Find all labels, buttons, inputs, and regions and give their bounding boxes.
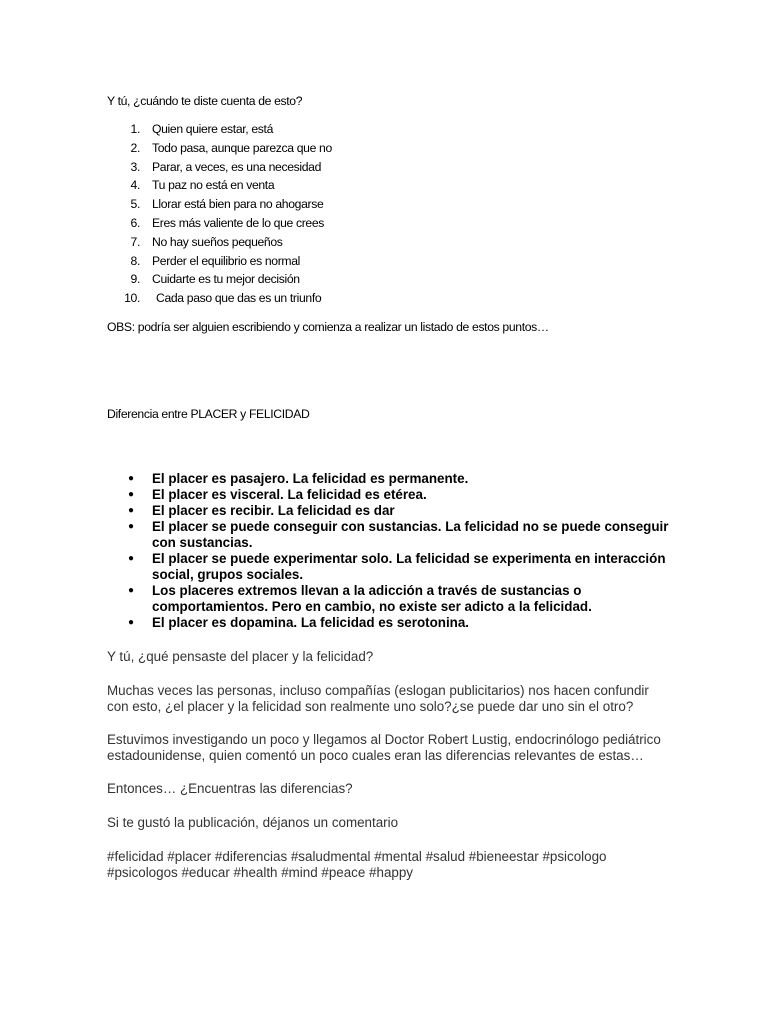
list-item-text: Todo pasa, aunque parezca que no [152,140,332,155]
paragraph-1-line-2: con esto, ¿el placer y la felicidad son realmente uno solo?¿se puede dar uno sin el otro? [107,699,634,714]
list-item-text: Perder el equilibrio es normal [152,253,301,268]
bullet-item-line: El placer se puede conseguir con sustancias. La felicidad no se puede conseguir [152,519,669,534]
question-2: Y tú, ¿qué pensaste del placer y la felicidad? [107,649,374,664]
obs-note: OBS: podría ser alguien escribiendo y comienza a realizar un listado de estos puntos… [107,320,549,334]
bullet-dot: ● [128,521,135,532]
section-heading: Diferencia entre PLACER y FELICIDAD [107,407,310,421]
list-item-text: Parar, a veces, es una necesidad [152,159,322,174]
paragraph-2-line-2: estadounidense, quien comentó un poco cuales eran las diferencias relevantes de estas… [107,748,644,763]
bullet-dot: ● [128,505,135,516]
hashtags-line-1: #felicidad #placer #diferencias #saludmental #mental #salud #bieneestar #psicologo [107,849,607,864]
list-number: 10. [124,291,140,306]
list-number: 7. [130,234,140,249]
list-number: 9. [130,272,140,287]
list-item-text: Tu paz no está en venta [152,178,275,193]
list-item-text: Cada paso que das es un triunfo [156,291,322,306]
bullet-item-line: social, grupos sociales. [152,567,304,582]
list-number: 4. [130,178,140,193]
list-item-text: Llorar está bien para no ahogarse [152,197,324,212]
question-1: Y tú, ¿cuándo te diste cuenta de esto? [107,94,303,108]
paragraph-3: Entonces… ¿Encuentras las diferencias? [107,781,353,796]
list-item-text: Eres más valiente de lo que crees [152,216,325,230]
bullet-dot: ● [128,553,135,564]
bullet-item-line: El placer se puede experimentar solo. La felicidad se experimenta en interacción [152,551,666,566]
list-number: 8. [130,253,140,268]
bullet-dot: ● [128,617,135,628]
bullet-item-line: El placer es dopamina. La felicidad es serotonina. [152,615,470,630]
bullet-item-line: comportamientos. Pero en cambio, no existe ser adicto a la felicidad. [152,599,592,614]
list-item-text: Quien quiere estar, está [152,122,274,136]
list-number: 5. [130,197,140,212]
list-item-text: No hay sueños pequeños [152,234,283,249]
list-number: 1. [130,122,140,136]
paragraph-1-line-1: Muchas veces las personas, incluso compañías (eslogan publicitarios) nos hacen confundir [107,683,649,698]
list-item-text: Cuidarte es tu mejor decisión [152,272,300,287]
bullet-dot: ● [128,489,135,500]
bullet-item-line: El placer es visceral. La felicidad es etérea. [152,487,427,502]
bullet-item-line: El placer es recibir. La felicidad es dar [152,503,395,518]
paragraph-4: Si te gustó la publicación, déjanos un comentario [107,815,399,830]
paragraph-2-line-1: Estuvimos investigando un poco y llegamos al Doctor Robert Lustig, endocrinólogo pediátrico [107,732,661,747]
bullet-dot: ● [128,585,135,596]
hashtags-line-2: #psicologos #educar #health #mind #peace #happy [107,865,413,880]
bullet-dot: ● [128,473,135,484]
bullet-item-line: Los placeres extremos llevan a la adicción a través de sustancias o [152,583,582,598]
bullet-item-line: con sustancias. [152,535,253,550]
list-number: 3. [130,159,140,174]
bullet-item-line: El placer es pasajero. La felicidad es permanente. [152,471,469,486]
list-number: 6. [130,216,140,230]
list-number: 2. [130,140,140,155]
